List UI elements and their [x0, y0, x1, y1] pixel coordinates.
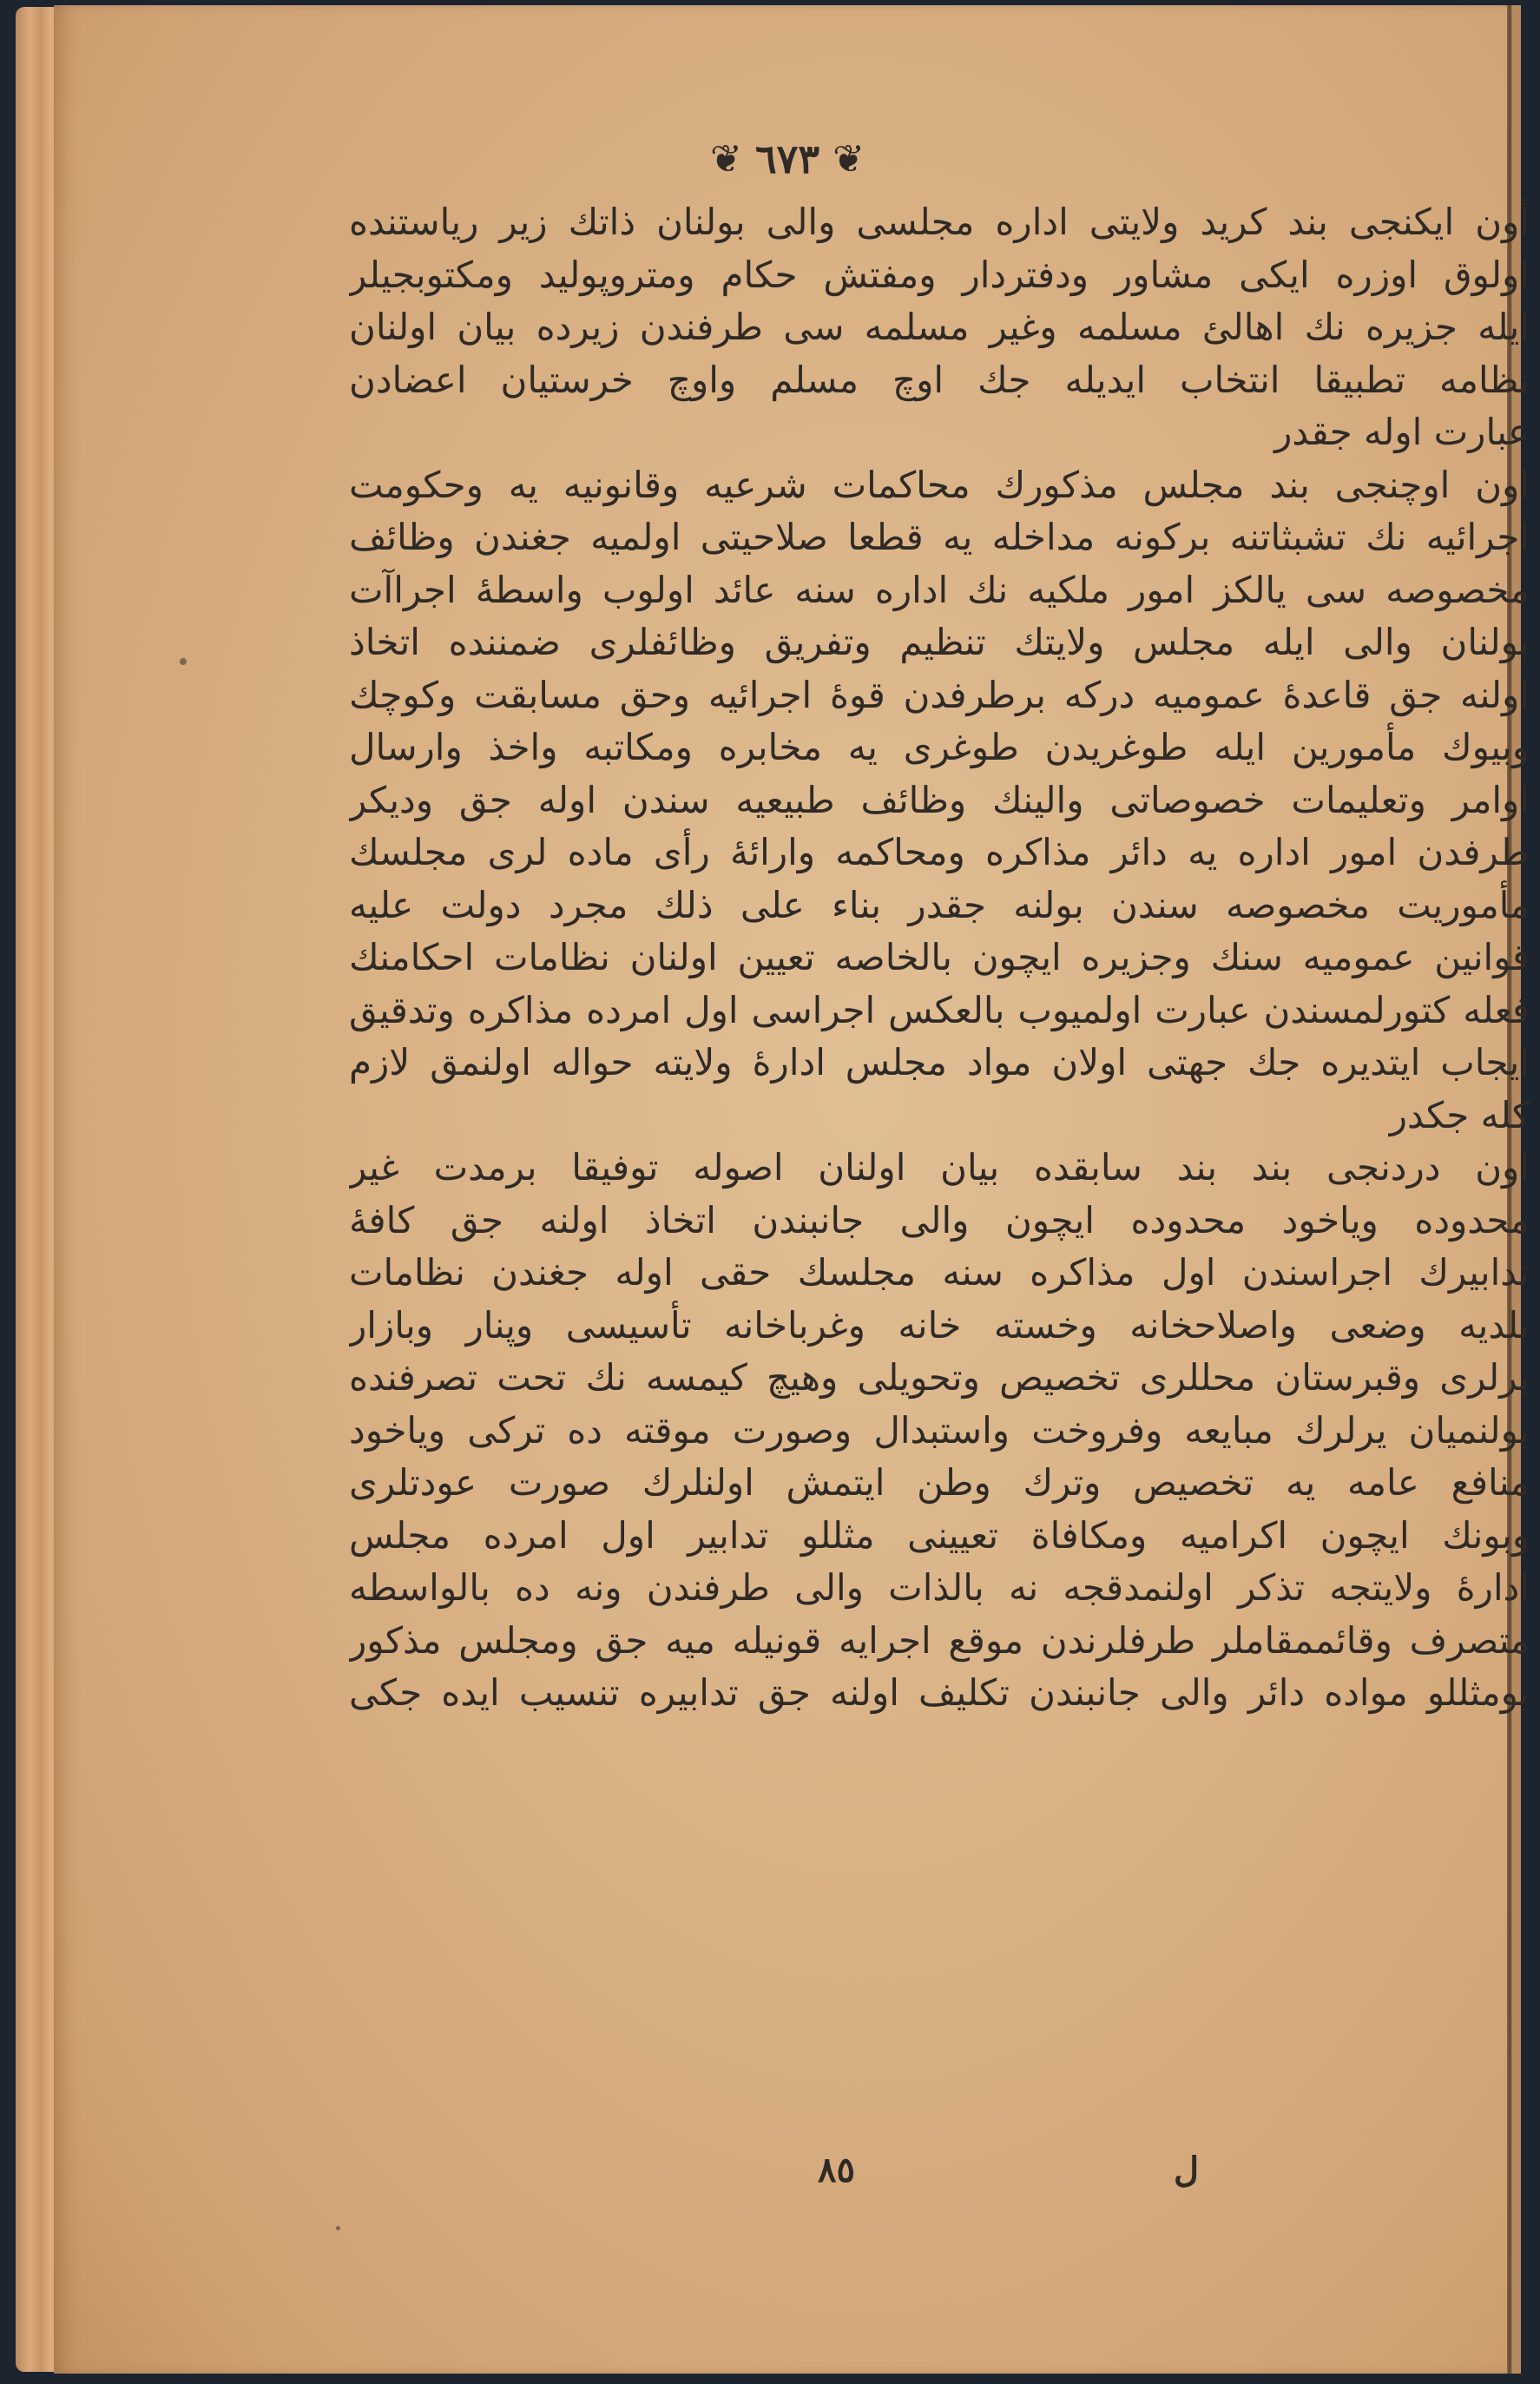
text-line: نظامه تطبيقا انتخاب ايديله جك اوچ مسلم واوچ خرستيان اعضادن [349, 358, 1530, 401]
text-line: بومثللو مواده دائر والی جانبندن تكليف اولنه جق تدابيره تنسيب ايده جكی [349, 1671, 1530, 1714]
text-line: فعله كتورلمسندن عبارت اولميوب بالعكس اجراسی اول امرده مذاكره وتدقيق [349, 988, 1530, 1031]
text-line: وبونك ايچون اكراميه ومكافاة تعيينی مثللو تدابير اول امرده مجلس [349, 1513, 1530, 1557]
text-line: قوانين عموميه سنك وجزيره ايچون بالخاصه تعيين اولنان نظامات احكامنك [349, 936, 1530, 978]
text-line: منافع عامه يه تخصيص وترك وطن ايتمش اولنلرك صورت عودتلری [349, 1461, 1530, 1504]
page-number: ٦٧٣ [754, 135, 820, 182]
text-line: اولنه جق قاعدهٔ عموميه دركه برطرفدن قوهٔ اجرائيه وحق مسابقت وكوچك [349, 673, 1530, 716]
document-body [349, 196, 1530, 1720]
text-line: كله جكدر [1389, 1093, 1530, 1136]
text-line: اوامر وتعليمات خصوصاتی والينك وظائف طبيعيه سندن اوله جق وديكر [349, 778, 1530, 821]
ornament-left-icon: ❦ [709, 136, 742, 181]
text-line: بلديه وضعی واصلاحخانه وخسته خانه وغرباخانه تأسيسی وپنار وبازار [349, 1303, 1530, 1347]
text-line: محدوده وياخود محدوده ايچون والی جانبندن اتخاذ اولنه جق كافهٔ [349, 1198, 1530, 1241]
text-line: عبارت اوله جقدر [1274, 411, 1530, 453]
signature-letter: ل [1174, 2150, 1200, 2190]
text-line: ايله جزيره نك اهالئ مسلمه وغير مسلمه سی طرفندن زيرده بيان اولنان [349, 306, 1530, 348]
text-line: بولنميان يرلرك مبايعه وفروخت واستبدال وصورت موقته ده تركی وياخود [349, 1408, 1530, 1452]
text-line: اون دردنجی بند بند سابقده بيان اولنان اصوله توفيقا برمدت غير [349, 1146, 1530, 1189]
paper-speck [336, 2226, 340, 2230]
text-line: بولنان والی ايله مجلس ولايتك تنظيم وتفريق وظائفلری ضمننده اتخاذ [349, 621, 1530, 663]
text-line: اولوق اوزره ايكی مشاور ودفتردار ومفتش حكام ومتروپوليد ومكتوبجيلر [349, 253, 1530, 296]
text-line: وبيوك مأمورين ايله طوغريدن طوغری يه مخابره ومكاتبه واخذ وارسال [349, 726, 1530, 768]
text-line: ايجاب ايتديره جك جهتی اولان مواد مجلس ادارهٔ ولايته حواله اولنمق لازم [349, 1041, 1530, 1083]
page-footer [54, 2150, 1521, 2202]
text-line: أون ايكنجی بند كريد ولايتی اداره مجلسی والی بولنان ذاتك زير رياستنده [349, 201, 1530, 243]
ornament-right-icon: ❦ [833, 136, 865, 181]
scanned-page [54, 5, 1530, 2374]
signature-number: ٨٥ [818, 2150, 855, 2190]
text-line: مخصوصه سی يالكز امور ملكيه نك اداره سنه عائد اولوب واسطهٔ اجراآت [349, 568, 1530, 611]
text-line: مأموريت مخصوصه سندن بولنه جقدر بناء علی ذلك مجرد دولت عليه [349, 883, 1530, 926]
text-line: اجرائيه نك تشبثاتنه بركونه مداخله يه قطعا صلاحيتی اولميه جغندن وظائف [349, 516, 1530, 558]
page-header [54, 135, 1521, 182]
text-line: تدابيرك اجراسندن اول مذاكره سنه مجلسك حقی اوله جغندن نظامات [349, 1251, 1530, 1294]
text-line: متصرف وقائممقاملر طرفلرندن موقع اجرايه قونيله ميه جق ومجلس مذكور [349, 1618, 1530, 1662]
text-line: طرفدن امور اداره يه دائر مذاكره ومحاكمه وارائهٔ رأی ماده لری مجلسك [349, 831, 1530, 873]
text-line: ادارهٔ ولايتجه تذكر اولنمدقجه نه بالذات والی طرفندن ونه ده بالواسطه [349, 1566, 1530, 1609]
text-line: يرلری وقبرستان محللری تخصيص وتحويلی وهيچ كيمسه نك تحت تصرفنده [349, 1356, 1530, 1399]
paper-speck [180, 658, 187, 665]
text-line: اون اوچنجی بند مجلس مذكورك محاكمات شرعيه وقانونيه يه وحكومت [349, 463, 1530, 506]
